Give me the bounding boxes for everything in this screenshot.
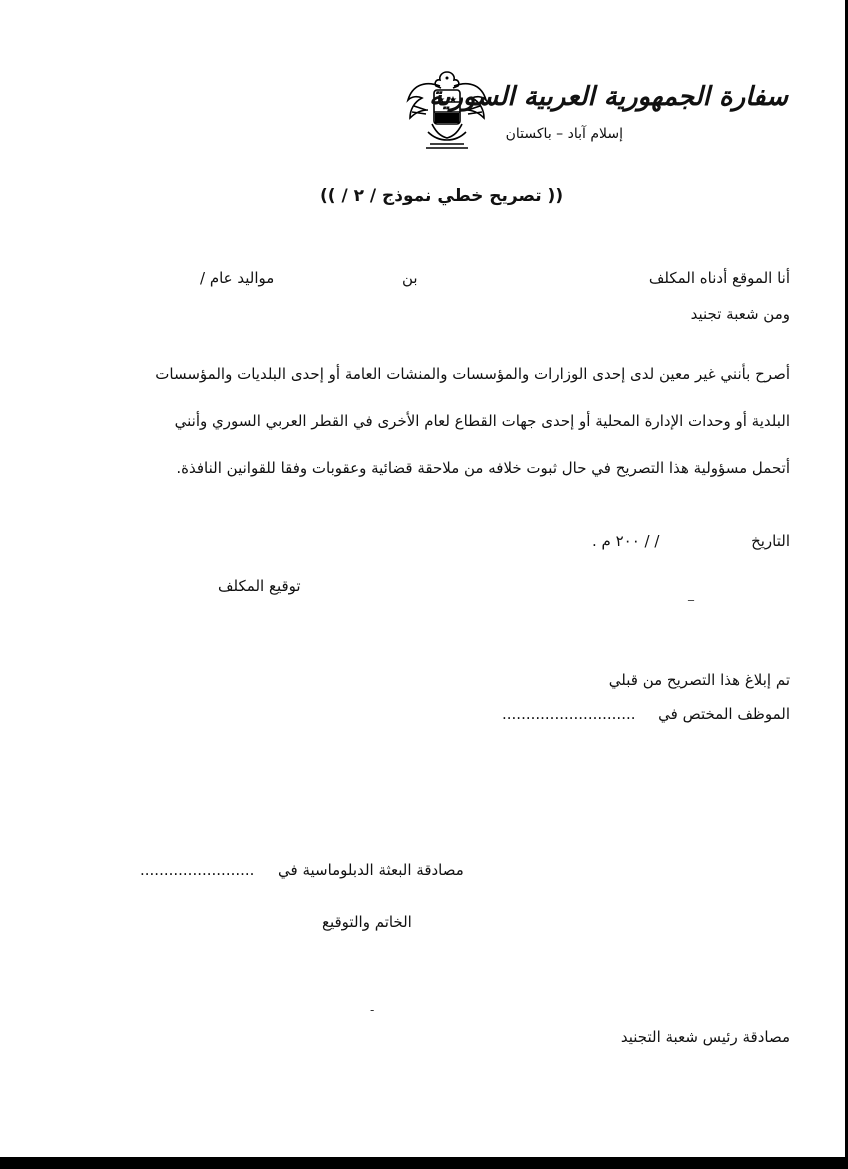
- signature-label: توقيع المكلف: [218, 577, 301, 595]
- seal-and-signature-label: الخاتم والتوقيع: [322, 913, 412, 931]
- signer-label: أنا الموقع أدناه المكلف: [648, 269, 790, 287]
- embassy-name: سفارة الجمهورية العربية السورية: [429, 82, 788, 112]
- scan-bottom-border: [0, 1157, 848, 1169]
- notification-line: تم إبلاغ هذا التصريح من قبلي: [608, 671, 790, 689]
- scan-speck: -: [370, 1003, 375, 1017]
- declaration-line-1: أصرح بأنني غير معين لدى إحدى الوزارات والمؤسسات والمنشات العامة أو إحدى البلديات والمؤسسات: [155, 365, 790, 383]
- declaration-line-2: البلدية أو وحدات الإدارة المحلية أو إحدى جهات القطاع لعام الأخرى في القطر العربي السوري وأنني: [174, 412, 790, 430]
- employee-label: الموظف المختص في: [658, 705, 790, 723]
- mission-blank: ........................: [140, 861, 255, 879]
- birth-year-label: مواليد عام /: [200, 269, 275, 287]
- form-title: (( تصريح خطي نموذج / ٢ / )): [320, 186, 564, 206]
- declaration-line-3: أتحمل مسؤولية هذا التصريح في حال ثبوت خلافه من ملاحقة قضائية وعقوبات وفقا للقوانين النافذة.: [176, 459, 790, 477]
- date-label: التاريخ: [751, 532, 790, 550]
- son-of-label: بن: [402, 269, 418, 287]
- recruitment-head-approval: مصادقة رئيس شعبة التجنيد: [620, 1028, 790, 1046]
- date-value: / / ٢٠٠ م .: [592, 532, 660, 550]
- scan-speck: _: [688, 587, 694, 601]
- recruitment-branch-label: ومن شعبة تجنيد: [690, 305, 790, 323]
- employee-blank: ............................: [502, 705, 636, 723]
- mission-approval-label: مصادقة البعثة الدبلوماسية في: [278, 861, 464, 879]
- embassy-city: إسلام آباد – باكستان: [505, 126, 623, 142]
